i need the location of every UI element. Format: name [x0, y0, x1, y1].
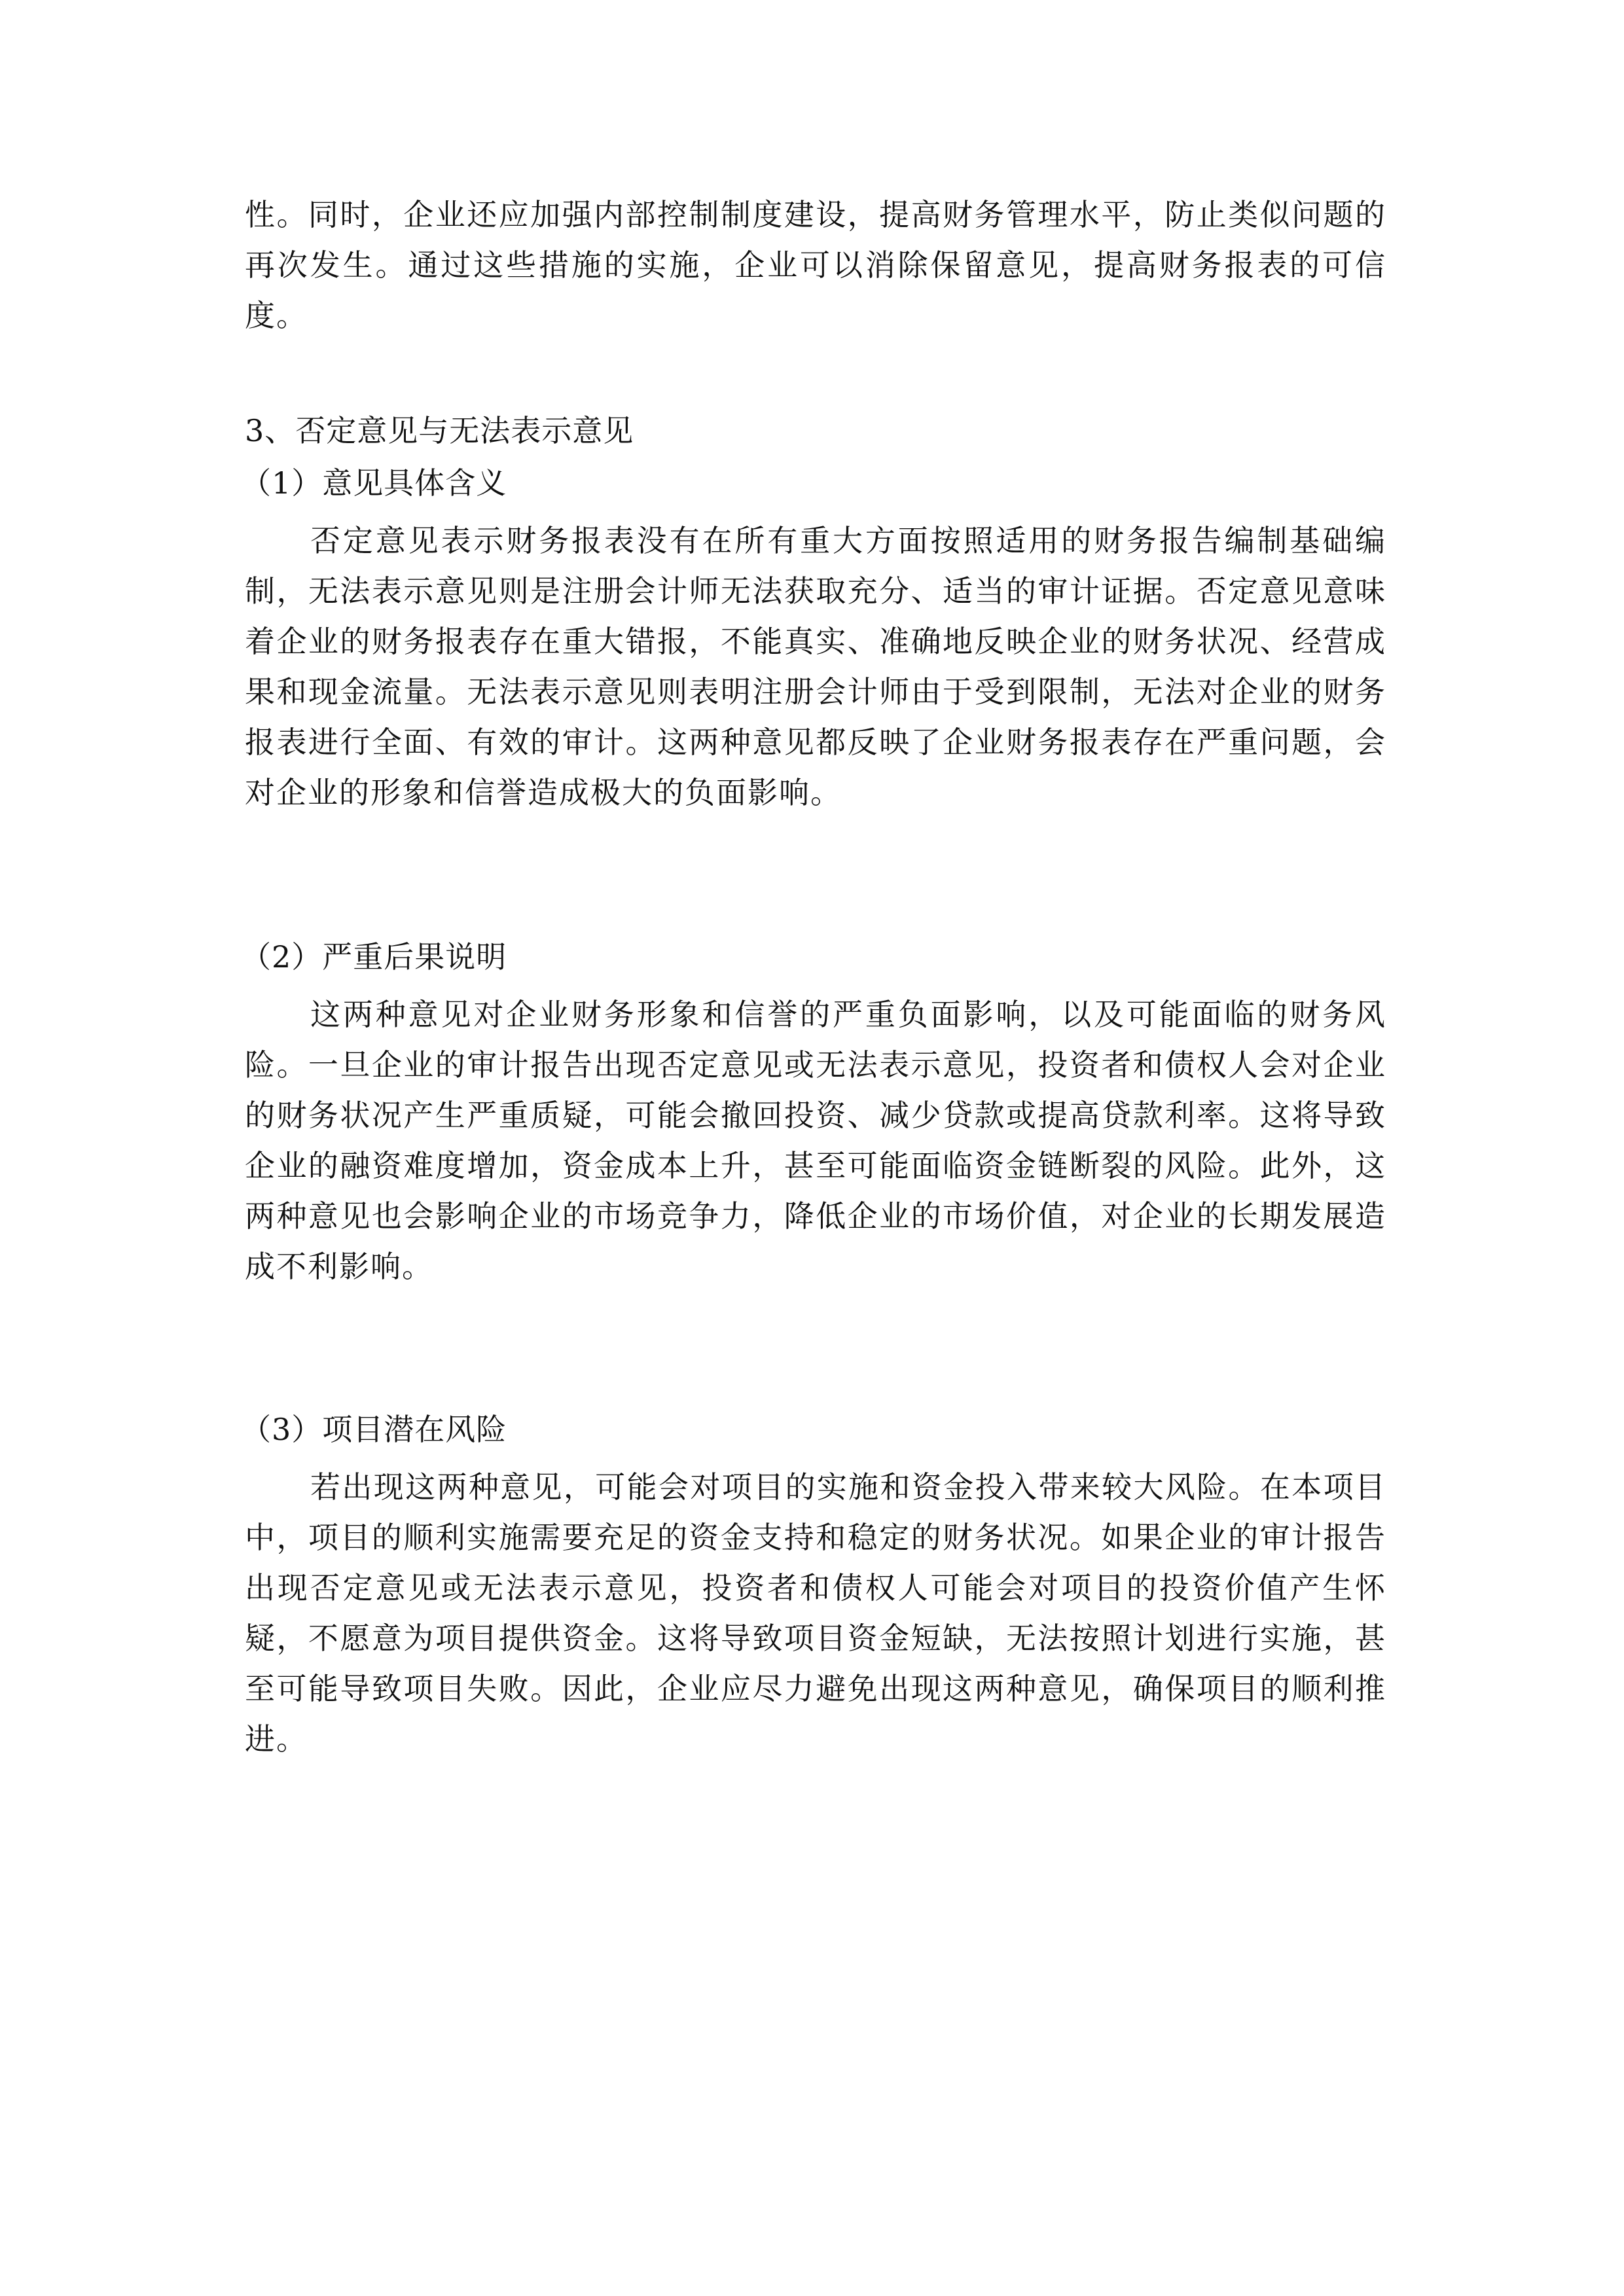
- continuation-paragraph: 性。同时，企业还应加强内部控制制度建设，提高财务管理水平，防止类似问题的再次发生。通过这些措施的实施，企业可以消除保留意见，提高财务报表的可信度。: [245, 197, 1386, 333]
- section-heading: 3、否定意见与无法表示意见: [245, 413, 634, 448]
- subsection-heading-2: （2）严重后果说明: [241, 939, 507, 975]
- subsection-paragraph-1: 否定意见表示财务报表没有在所有重大方面按照适用的财务报告编制基础编制，无法表示意见则是注册会计师无法获取充分、适当的审计证据。否定意见意味着企业的财务报表存在重大错报，不能真实、准确地反映企业的财务状况、经营成果和现金流量。无法表示意见则表明注册会计师由于受到限制，无法对企业的财务报表进行全面、有效的审计。这两种意见都反映了企业财务报表存在严重问题，会对企业的形象和信誉造成极大的负面影响。: [245, 523, 1386, 810]
- subsection-paragraph-3: 若出现这两种意见，可能会对项目的实施和资金投入带来较大风险。在本项目中，项目的顺利实施需要充足的资金支持和稳定的财务状况。如果企业的审计报告出现否定意见或无法表示意见，投资者和债权人可能会对项目的投资价值产生怀疑，不愿意为项目提供资金。这将导致项目资金短缺，无法按照计划进行实施，甚至可能导致项目失败。因此，企业应尽力避免出现这两种意见，确保项目的顺利推进。: [245, 1469, 1386, 1757]
- subsection-heading-1: （1）意见具体含义: [241, 465, 507, 501]
- subsection-paragraph-2: 这两种意见对企业财务形象和信誉的严重负面影响，以及可能面临的财务风险。一旦企业的审计报告出现否定意见或无法表示意见，投资者和债权人会对企业的财务状况产生严重质疑，可能会撤回投资、减少贷款或提高贷款利率。这将导致企业的融资难度增加，资金成本上升，甚至可能面临资金链断裂的风险。此外，这两种意见也会影响企业的市场竞争力，降低企业的市场价值，对企业的长期发展造成不利影响。: [245, 997, 1386, 1284]
- subsection-heading-3: （3）项目潜在风险: [241, 1412, 507, 1447]
